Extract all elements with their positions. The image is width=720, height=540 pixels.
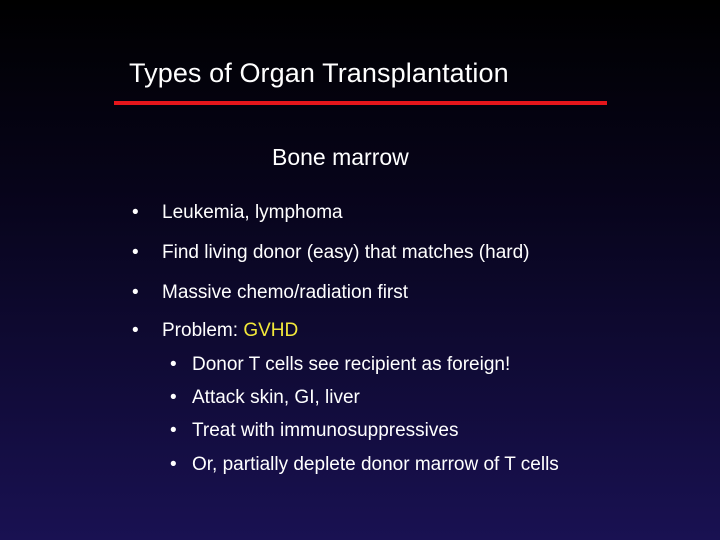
sub-bullet-item — [170, 387, 360, 409]
sub-bullet-text: Or, partially deplete donor marrow of T cells — [192, 454, 559, 475]
bullet-icon: • — [170, 387, 177, 408]
bullet-icon: • — [170, 420, 177, 441]
sub-bullet-item — [170, 454, 559, 476]
bullet-icon: • — [170, 454, 177, 475]
sub-bullet-text: Treat with immunosuppressives — [192, 420, 459, 441]
sub-bullet-text: Donor T cells see recipient as foreign! — [192, 354, 511, 375]
bullet-icon: • — [132, 320, 139, 341]
problem-label: Problem: — [162, 320, 244, 341]
bullet-item — [132, 202, 343, 224]
bullet-item — [132, 242, 530, 264]
slide-subtitle: Bone marrow — [272, 144, 409, 170]
sub-bullet-item — [170, 420, 458, 442]
bullet-text: Leukemia, lymphoma — [162, 202, 343, 223]
problem-term: GVHD — [243, 320, 299, 341]
bullet-icon: • — [170, 354, 177, 375]
sub-bullet-text: Attack skin, GI, liver — [192, 387, 360, 408]
bullet-icon: • — [132, 202, 139, 223]
bullet-text: Find living donor (easy) that matches (hard) — [162, 242, 530, 263]
sub-bullet-item — [170, 354, 510, 376]
slide-title: Types of Organ Transplantation — [129, 58, 509, 88]
bullet-icon: • — [132, 242, 139, 263]
bullet-item-problem — [132, 320, 298, 342]
bullet-text: Massive chemo/radiation first — [162, 282, 409, 303]
bullet-item — [132, 282, 408, 304]
bullet-icon: • — [132, 282, 139, 303]
title-underline — [114, 101, 607, 105]
